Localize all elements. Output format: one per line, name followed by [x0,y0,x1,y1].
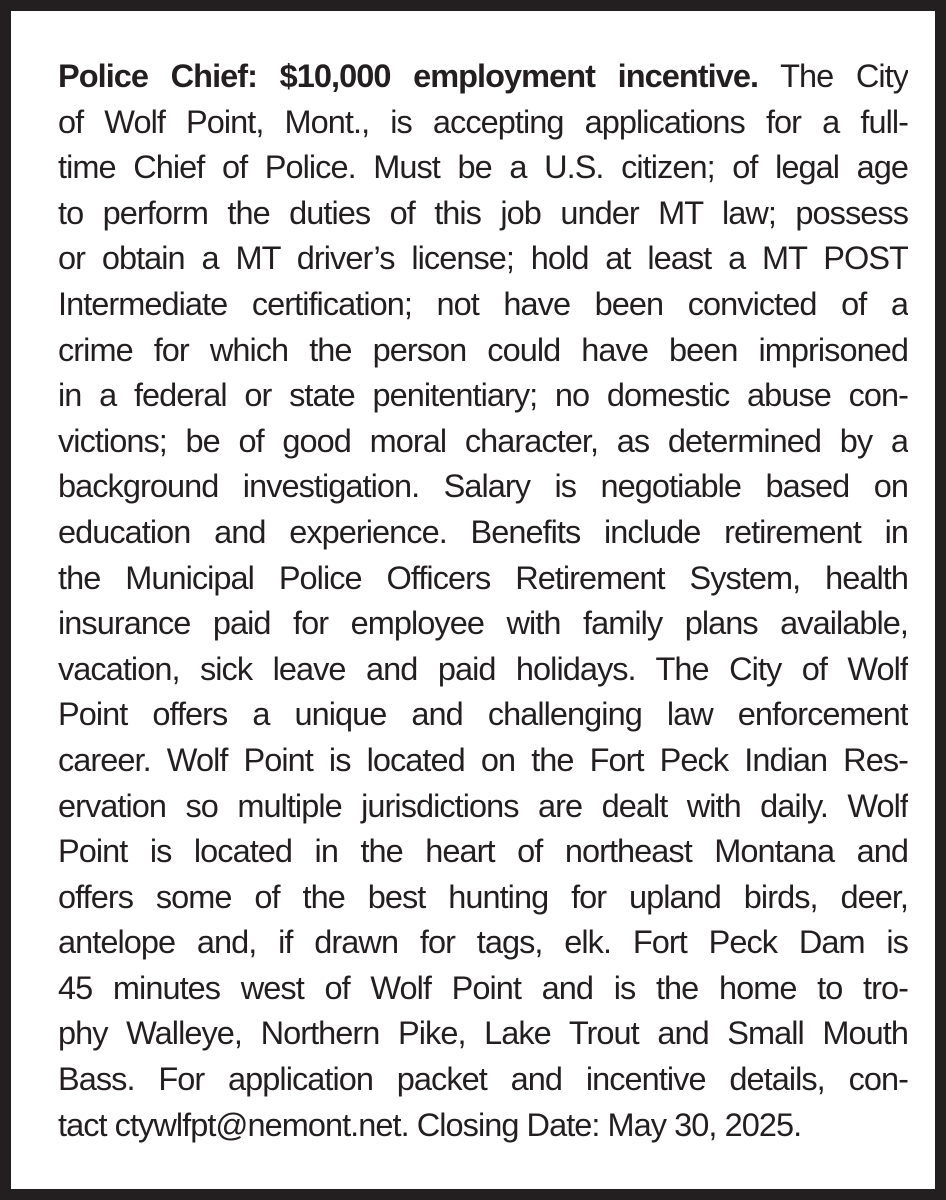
ad-line-1-text: The City [780,58,908,94]
ad-line-16: career. Wolf Point is located on the Fort Peck Indian Res- [58,741,908,778]
ad-line-3: time Chief of Police. Must be a U.S. citizen; of legal age [58,149,908,186]
ad-line-4: to perform the duties of this job under MT law; possess [58,194,908,231]
ad-line-18: Point is located in the heart of northeast Montana and [58,833,908,870]
ad-line-22: phy Walleye, Northern Pike, Lake Trout and Small Mouth [58,1015,908,1052]
ad-line-9: victions; be of good moral character, as determined by a [58,422,908,459]
ad-line-20: antelope and, if drawn for tags, elk. Fort Peck Dam is [58,924,908,961]
ad-line-23: Bass. For application packet and incentive details, con- [58,1061,908,1098]
ad-line-17: ervation so multiple jurisdictions are dealt with daily. Wolf [58,787,908,824]
ad-line-14: vacation, sick leave and paid holidays. The City of Wolf [58,650,908,687]
ad-line-13: insurance paid for employee with family plans available, [58,605,908,642]
ad-line-11: education and experience. Benefits include retirement in [58,513,908,550]
ad-line-2: of Wolf Point, Mont., is accepting applications for a full- [58,103,908,140]
ad-line-10: background investigation. Salary is negotiable based on [58,468,908,505]
ad-line-15: Point offers a unique and challenging law enforcement [58,696,908,733]
ad-line-12: the Municipal Police Officers Retirement System, health [58,559,908,596]
ad-line-5: or obtain a MT driver’s license; hold at least a MT POST [58,240,908,277]
ad-line-24: tact ctywlfpt@nemont.net. Closing Date: May 30, 2025. [58,1106,802,1143]
ad-line-8: in a federal or state penitentiary; no domestic abuse con- [58,377,908,414]
ad-line-6: Intermediate certification; not have been convicted of a [58,285,908,322]
ad-line-7: crime for which the person could have been imprisoned [58,331,908,368]
ad-line-1 [58,54,908,100]
ad-line-19: offers some of the best hunting for upland birds, deer, [58,878,908,915]
ad-line-21: 45 minutes west of Wolf Point and is the home to tro- [58,969,908,1006]
classified-ad-text [58,54,908,1148]
ad-headline: Police Chief: $10,000 employment incentive. [58,58,759,94]
